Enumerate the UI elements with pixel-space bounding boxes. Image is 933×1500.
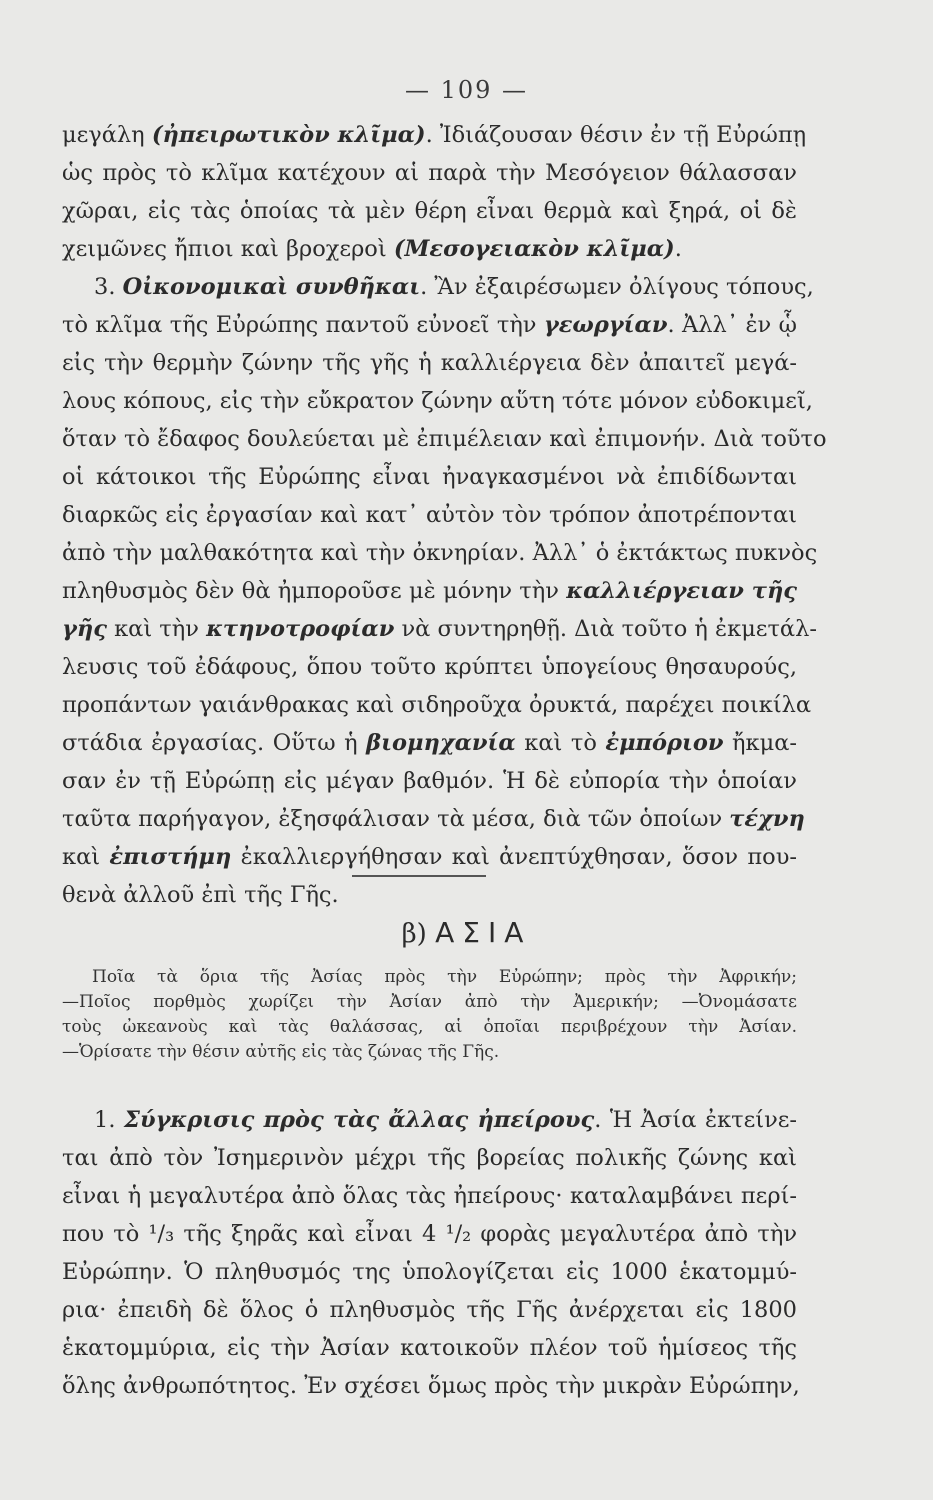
text-run: Εὐρώπην. Ὁ πληθυσμός της ὑπολογίζεται εἰς 1000 ἑκατομμύ- xyxy=(62,1259,797,1285)
text-line xyxy=(62,306,797,344)
question-line: τοὺς ὠκεανοὺς καὶ τὰς θαλάσσας, αἱ ὁποῖαι περιβρέχουν τὴν Ἀσίαν. xyxy=(62,1017,797,1037)
text-line xyxy=(62,230,797,268)
text-run: ἀπὸ τὴν μαλθακότητα καὶ τὴν ὀκνηρίαν. Ἀλλ᾿ ὁ ἐκτάκτως πυκνὸς xyxy=(62,540,818,566)
text-run: ὅλης ἀνθρωπότητος. Ἐν σχέσει ὅμως πρὸς τὴν μικρὰν Εὐρώπην, xyxy=(62,1373,800,1399)
emphasis-text: Σύγκρισις πρὸς τὰς ἄλλας ἠπείρους xyxy=(124,1107,595,1133)
text-run: ὅταν τὸ ἔδαφος δουλεύεται μὲ ἐπιμέλειαν καὶ ἐπιμονήν. Διὰ τοῦτο xyxy=(62,426,827,452)
text-run: μεγάλη xyxy=(62,122,152,148)
text-run: οἱ κάτοικοι τῆς Εὐρώπης εἶναι ἠναγκασμένοι νὰ ἐπιδίδωνται xyxy=(62,464,797,490)
text-run: καὶ τὴν xyxy=(106,616,207,642)
text-run: ἐκαλλιεργήθησαν καὶ ἀνεπτύχθησαν, ὅσον που- xyxy=(231,844,798,870)
question-line: Ποῖα τὰ ὅρια τῆς Ἀσίας πρὸς τὴν Εὐρώπην; πρὸς τὴν Ἀφρικήν; xyxy=(92,967,797,987)
emphasis-text: γῆς xyxy=(62,616,107,642)
text-line xyxy=(62,572,797,610)
text-line xyxy=(62,1215,797,1253)
text-line xyxy=(62,496,797,534)
text-line xyxy=(62,762,797,800)
text-run: ἤκμα- xyxy=(723,730,797,756)
text-run: λους κόπους, εἰς τὴν εὔκρατον ζώνην αὕτη τότε μόνον εὐδοκιμεῖ, xyxy=(62,388,813,414)
section-divider xyxy=(352,875,486,877)
text-run: ἑκατομμύρια, εἰς τὴν Ἀσίαν κατοικοῦν πλέον τοῦ ἡμίσεος τῆς xyxy=(62,1335,797,1361)
text-line xyxy=(62,686,812,724)
text-line xyxy=(62,724,797,762)
text-line xyxy=(62,1253,797,1291)
page-number: — 109 — xyxy=(404,76,529,104)
text-run: καὶ xyxy=(62,844,110,870)
text-line xyxy=(62,1291,797,1329)
text-line xyxy=(62,1101,797,1139)
text-line xyxy=(62,420,827,458)
text-run: σαν ἐν τῇ Εὐρώπῃ εἰς μέγαν βαθμόν. Ἡ δὲ εὐπορία τὴν ὁποίαν xyxy=(62,768,797,794)
text-run: . Ἀλλ᾿ ἐν ᾧ xyxy=(667,312,797,338)
text-line xyxy=(62,1177,797,1215)
text-line xyxy=(62,1329,797,1367)
emphasis-text: ἐπιστήμη xyxy=(109,844,232,870)
emphasis-text: κτηνοτροφίαν xyxy=(206,616,395,642)
text-run: ὡς πρὸς τὸ κλῖμα κατέχουν αἱ παρὰ τὴν Μεσόγειον θάλασσαν xyxy=(62,160,797,186)
text-run: στάδια ἐργασίας. Οὕτω ἡ xyxy=(62,730,367,756)
body-text-top xyxy=(62,116,827,914)
section-prefix: β) xyxy=(401,919,427,949)
text-run: ρια· ἐπειδὴ δὲ ὅλος ὁ πληθυσμὸς τῆς Γῆς ἀνέρχεται εἰς 1800 xyxy=(62,1297,797,1323)
text-run: προπάντων γαιάνθρακας καὶ σιδηροῦχα ὀρυκτά, παρέχει ποικίλα xyxy=(62,692,812,718)
text-run: 1. xyxy=(94,1107,125,1133)
text-line xyxy=(62,192,797,230)
text-line xyxy=(62,458,797,496)
text-run: νὰ συντηρηθῇ. Διὰ τοῦτο ἡ ἐκμετάλ- xyxy=(394,616,817,642)
section-heading xyxy=(0,916,933,949)
text-line xyxy=(62,1367,800,1405)
text-run: ταῦτα παρήγαγον, ἐξησφάλισαν τὰ μέσα, διὰ τῶν ὁποίων xyxy=(62,806,730,832)
text-run: χειμῶνες ἤπιοι καὶ βροχεροὶ xyxy=(62,236,394,262)
text-line xyxy=(62,382,813,420)
text-line xyxy=(62,800,805,838)
question-line: —Ποῖος πορθμὸς χωρίζει τὴν Ἀσίαν ἀπὸ τὴν Ἀμερικήν; —Ὀνομάσατε xyxy=(62,992,797,1012)
text-line xyxy=(62,876,797,914)
text-line xyxy=(62,268,814,306)
text-run: 3. xyxy=(94,274,123,300)
emphasis-text: καλλιέργειαν τῆς xyxy=(566,578,797,604)
text-line xyxy=(62,154,797,192)
text-line xyxy=(62,534,818,572)
emphasis-text: τέχνη xyxy=(729,806,805,832)
text-run: . Ἂν ἐξαιρέσωμεν ὀλίγους τόπους, xyxy=(420,274,814,300)
text-run: . Ἰδιάζουσαν θέσιν ἐν τῇ Εὐρώπῃ xyxy=(425,122,807,148)
text-run: τὸ κλῖμα τῆς Εὐρώπης παντοῦ εὐνοεῖ τὴν xyxy=(62,312,544,338)
emphasis-text: (ἠπειρωτικὸν κλῖμα) xyxy=(151,122,426,148)
emphasis-text: βιομηχανία xyxy=(366,730,516,756)
text-run: πληθυσμὸς δὲν θὰ ἠμποροῦσε μὲ μόνην τὴν xyxy=(62,578,567,604)
text-run: λευσις τοῦ ἐδάφους, ὅπου τοῦτο κρύπτει ὑπογείους θησαυρούς, xyxy=(62,654,797,680)
text-run: καὶ τὸ xyxy=(515,730,606,756)
text-line xyxy=(62,648,797,686)
review-questions xyxy=(62,965,797,1065)
text-line xyxy=(62,838,797,876)
question-line: —Ὁρίσατε τὴν θέσιν αὐτῆς εἰς τὰς ζώνας τῆς Γῆς. xyxy=(62,1042,500,1062)
text-line xyxy=(62,344,797,382)
text-line xyxy=(62,610,817,648)
text-run: εἰς τὴν θερμὴν ζώνην τῆς γῆς ἡ καλλιέργεια δὲν ἀπαιτεῖ μεγά- xyxy=(62,350,797,376)
emphasis-text: (Μεσογειακὸν κλῖμα) xyxy=(393,236,675,262)
text-run: που τὸ ¹/₃ τῆς ξηρᾶς καὶ εἶναι 4 ¹/₂ φορὰς μεγαλυτέρα ἀπὸ τὴν xyxy=(62,1221,797,1247)
text-run: χῶραι, εἰς τὰς ὁποίας τὰ μὲν θέρη εἶναι θερμὰ καὶ ξηρά, οἱ δὲ xyxy=(62,198,797,224)
text-run: . xyxy=(674,236,682,262)
section-title: ΑΣΙΑ xyxy=(435,916,532,949)
text-run: ται ἀπὸ τὸν Ἰσημερινὸν μέχρι τῆς βορείας πολικῆς ζώνης καὶ xyxy=(62,1145,797,1171)
body-text-bottom xyxy=(62,1101,800,1405)
text-run: . Ἡ Ἀσία ἐκτείνε- xyxy=(594,1107,798,1133)
text-line xyxy=(62,116,807,154)
emphasis-text: γεωργίαν xyxy=(543,312,668,338)
emphasis-text: Οἰκονομικαὶ συνθῆκαι xyxy=(122,274,421,300)
text-run: θενὰ ἀλλοῦ ἐπὶ τῆς Γῆς. xyxy=(62,882,339,908)
text-run: εἶναι ἡ μεγαλυτέρα ἀπὸ ὅλας τὰς ἠπείρους· καταλαμβάνει περί- xyxy=(62,1183,797,1209)
text-run: διαρκῶς εἰς ἐργασίαν καὶ κατ᾿ αὐτὸν τὸν τρόπον ἀποτρέπονται xyxy=(62,502,797,528)
emphasis-text: ἐμπόριον xyxy=(605,730,724,756)
text-line xyxy=(62,1139,797,1177)
